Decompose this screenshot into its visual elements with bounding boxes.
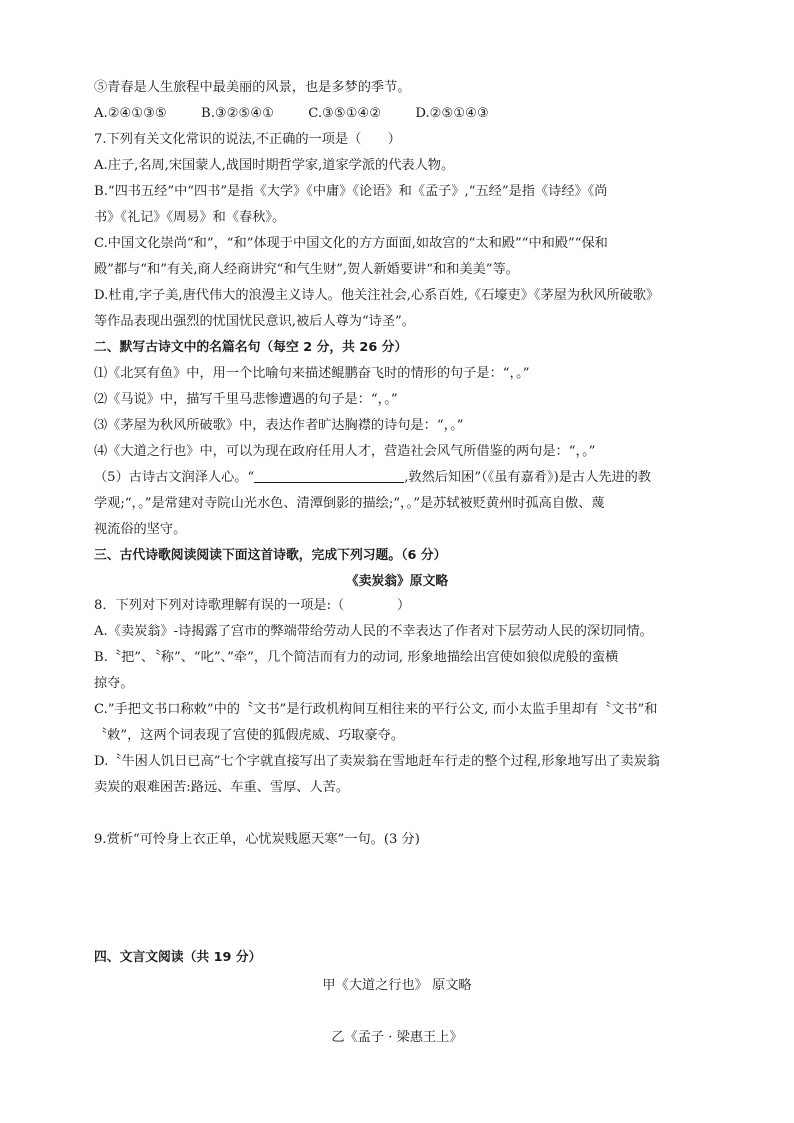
text-jia-title: 甲《大道之行也》 原文略: [322, 978, 472, 993]
sec2-item5-prefix: （5）古诗古文润泽人心。“: [94, 470, 255, 485]
sec2-item4: ⑷《大道之行也》中，可以为现在政府任用人才，营造社会风气所借鉴的两句是：“，。”: [94, 444, 596, 459]
q7-option-c-line2: 殿”都与“和”有关,商人经商讲究“和气生财”,贺人新婚要讲“和和美美”等。: [94, 262, 519, 277]
q6-option-a: A.②④①③⑤: [94, 106, 167, 121]
q6-option-b: B.③②⑤④①: [201, 106, 275, 121]
q7-option-c-line1: C.中国文化崇尚“和”，“和”体现于中国文化的方方面面,如故宫的“太和殿”“中和殿”“保和: [94, 236, 608, 251]
sec2-item5-line2: 学观;“，。”是常建对寺院山光水色、清潭倒影的描绘;“，。”是苏轼被贬黄州时孤高自傲、蔑: [94, 496, 605, 511]
q8-option-a: A.《卖炭翁》-诗揭露了宫市的弊端带给劳动人民的不幸表达了作者对下层劳动人民的深切同情。: [94, 624, 653, 639]
q8-option-d-line2: 卖炭的艰难困苦:路远、车重、雪厚、人苦。: [94, 780, 350, 795]
q7-option-b-line2: 书》《礼记》《周易》和《春秋》。: [94, 210, 286, 225]
sec2-item5-suffix: ,敦然后知困”（《虽有嘉肴》)是古人先进的教: [404, 470, 652, 485]
poem-title: 《卖炭翁》原文略: [345, 574, 449, 589]
sec2-item5-line1: [94, 468, 704, 488]
q8-option-b-line1: B.〝把”、〝称”、“叱”、”牵”，几个简洁而有力的动词, 形象地描绘出宫使如狼似虎般的蛮横: [94, 650, 619, 665]
q6-option-d: D.②⑤①④③: [415, 106, 489, 121]
sec2-item3: ⑶《茅屋为秋风所破歌》中，表达作者旷达胸襟的诗句是：“，。”: [94, 418, 464, 433]
q7-option-b-line1: B.“四书五经”中“四书”是指《大学》《中庸》《论语》和《孟子》,“五经”是指《诗经》《尚: [94, 184, 608, 199]
q9-stem: 9.赏析“可怜身上衣正单，心忧炭贱愿天寒”一句。(3 分): [94, 832, 420, 847]
sec2-item2: ⑵《马说》中，描写千里马悲惨遭遇的句子是：“，。”: [94, 392, 398, 407]
q7-stem: 7.下列有关文化常识的说法,不正确的一项是（ ）: [94, 132, 401, 147]
q6-item5: ⑤青春是人生旅程中最美丽的风景，也是多梦的季节。: [94, 80, 411, 95]
q7-option-d-line2: 等作品表现出强烈的忧国忧民意识,被后人尊为“诗圣”。: [94, 314, 415, 329]
section2-heading: 二、默写古诗文中的名篇名句（每空 2 分，共 26 分）: [94, 340, 408, 355]
q7-option-d-line1: D.杜甫,字子美,唐代伟大的浪漫主义诗人。他关注社会,心系百姓,《石壕吏》《茅屋为秋风所破歌》: [94, 288, 660, 303]
text-yi-title: 乙《孟子 · 梁惠王上》: [331, 1030, 463, 1045]
q8-option-b-line2: 掠夺。: [94, 676, 134, 691]
sec2-item1: ⑴《北冥有鱼》中，用一个比喻句来描述鲲鹏奋飞时的情形的句子是：“，。”: [94, 366, 530, 381]
q8-stem: 8．下列对下列对诗歌理解有误的一项是:（ ）: [94, 598, 411, 613]
answer-blank[interactable]: [254, 468, 404, 483]
q8-option-c-line2: 〝敕”，这两个词表现了宫使的狐假虎威、巧取豪夺。: [94, 728, 405, 743]
q6-options: [94, 104, 704, 124]
q6-option-c: C.③⑤①④②: [308, 106, 382, 121]
section3-heading: 三、古代诗歌阅读阅读下面这首诗歌，完成下列习题。（6 分）: [94, 548, 447, 563]
q7-option-a: A.庄子,名周,宋国蒙人,战国时期哲学家,道家学派的代表人物。: [94, 158, 455, 173]
q8-option-c-line1: C.”手把文书口称敕”中的〝文书”是行政机构间互相往来的平行公文, 而小太监手里却有〝文书”和: [94, 702, 658, 717]
q8-option-d-line1: D.〝牛困人饥日已高”七个字就直接写出了卖炭翁在雪地赶车行走的整个过程,形象地写出了卖炭翁: [94, 754, 660, 769]
sec2-item5-line3: 视流俗的坚守。: [94, 522, 187, 537]
section4-heading: 四、文言文阅读（共 19 分）: [94, 950, 262, 965]
